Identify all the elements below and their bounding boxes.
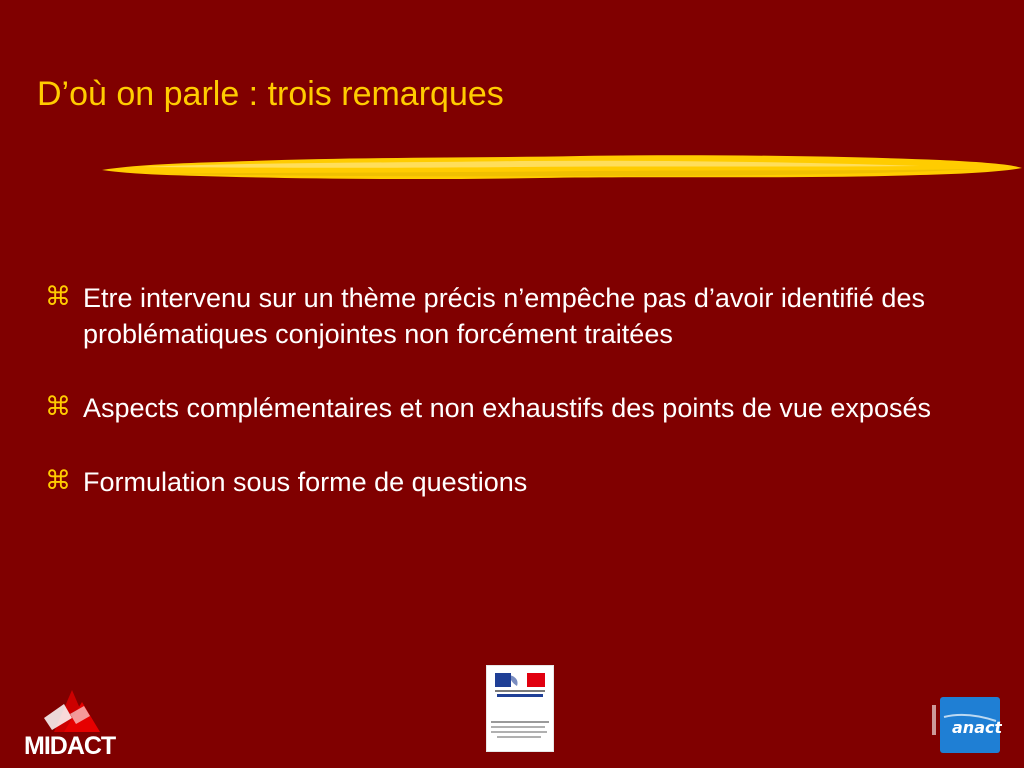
midact-logo-mark-icon xyxy=(24,684,134,736)
slide-title: D’où on parle : trois remarques xyxy=(37,75,504,113)
midact-wordmark: MIDACT xyxy=(24,732,116,760)
bullet-item xyxy=(45,280,975,352)
command-key-icon: ⌘ xyxy=(45,281,71,311)
bullet-item xyxy=(45,390,975,426)
title-brush-underline xyxy=(100,148,1024,188)
command-key-icon: ⌘ xyxy=(45,465,71,495)
midact-logo xyxy=(24,684,134,762)
bullet-text: Formulation sous forme de questions xyxy=(83,467,528,497)
anact-logo-mark-icon xyxy=(930,695,1002,755)
bullet-text: Etre intervenu sur un thème précis n’empêche pas d’avoir identifié des problématiques conjointes non forcément traitées xyxy=(83,283,925,349)
republique-francaise-logo xyxy=(486,665,554,752)
bullet-list xyxy=(45,280,975,500)
bullet-text: Aspects complémentaires et non exhaustifs des points de vue exposés xyxy=(83,393,931,423)
bullet-item xyxy=(45,464,975,500)
command-key-icon: ⌘ xyxy=(45,391,71,421)
svg-text:anact: anact xyxy=(952,718,1002,737)
anact-logo xyxy=(930,695,1002,755)
marianne-flag-icon xyxy=(487,666,553,751)
